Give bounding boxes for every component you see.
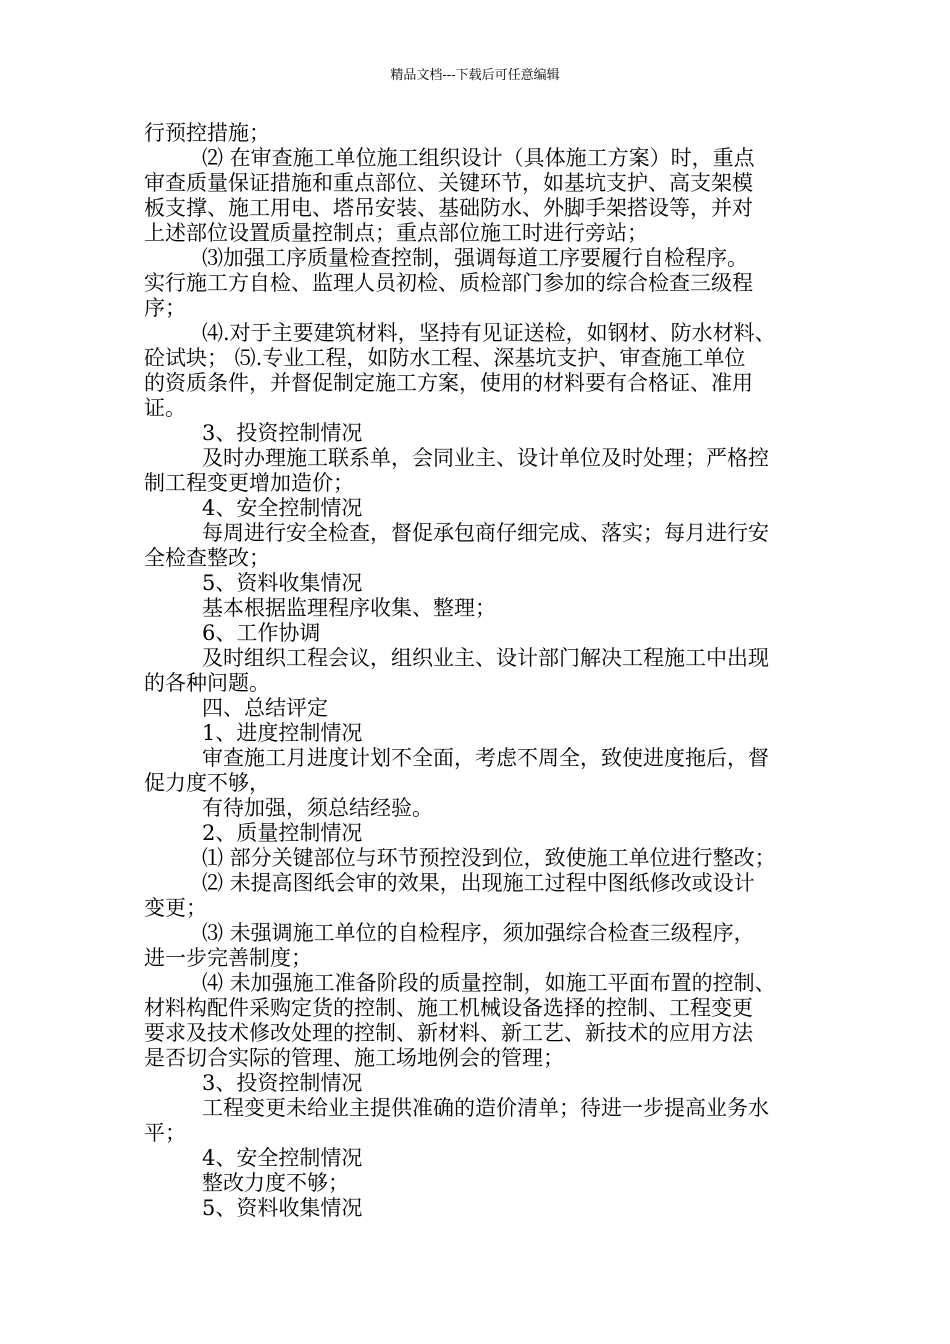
text-line: 及时组织工程会议，组织业主、设计部门解决工程施工中出现 (202, 646, 769, 670)
text-line: 板支撑、施工用电、塔吊安装、基础防水、外脚手架搭设等，并对 (144, 196, 753, 220)
text-line: 基本根据监理程序收集、整理； (202, 596, 496, 620)
text-line: ⑵ 在审查施工单位施工组织设计（具体施工方案）时，重点 (202, 146, 755, 170)
text-line: 2、质量控制情况 (202, 821, 363, 845)
text-line: 的各种问题。 (144, 671, 270, 695)
text-line: 材料构配件采购定货的控制、施工机械设备选择的控制、工程变更 (144, 996, 753, 1020)
text-line: 要求及技术修改处理的控制、新材料、新工艺、新技术的应用方法 (144, 1021, 753, 1045)
text-line: 是否切合实际的管理、施工场地例会的管理； (144, 1046, 564, 1070)
text-line: 4、安全控制情况 (202, 1146, 363, 1170)
text-line: ⑶ 未强调施工单位的自检程序，须加强综合检查三级程序， (202, 921, 755, 945)
text-line: 促力度不够， (144, 771, 270, 795)
text-line: 审查质量保证措施和重点部位、关键环节，如基坑支护、高支架模 (144, 171, 753, 195)
text-line: 及时办理施工联系单，会同业主、设计单位及时处理；严格控 (202, 446, 769, 470)
text-line: ⑵ 未提高图纸会审的效果，出现施工过程中图纸修改或设计 (202, 871, 755, 895)
text-line: ⑷ 未加强施工准备阶段的质量控制，如施工平面布置的控制、 (202, 971, 776, 995)
text-line: 5、资料收集情况 (202, 571, 363, 595)
document-body (144, 121, 814, 1221)
text-line: 3、投资控制情况 (202, 1071, 363, 1095)
page-header: 精品文档---下载后可任意编辑 (390, 68, 560, 83)
text-line: 四、总结评定 (202, 696, 328, 720)
text-line: 实行施工方自检、监理人员初检、质检部门参加的综合检查三级程 (144, 271, 753, 295)
text-line: 砼试块； ⑸.专业工程，如防水工程、深基坑支护、审查施工单位 (144, 346, 746, 370)
text-line: 序； (144, 296, 186, 320)
text-line: 平； (144, 1121, 186, 1145)
text-line: 整改力度不够； (202, 1171, 349, 1195)
text-line: 每周进行安全检查，督促承包商仔细完成、落实；每月进行安 (202, 521, 769, 545)
text-line: 5、资料收集情况 (202, 1196, 363, 1220)
text-line: 6、工作协调 (202, 621, 321, 645)
text-line: 证。 (144, 396, 186, 420)
text-line: 进一步完善制度； (144, 946, 312, 970)
text-line: ⑴ 部分关键部位与环节预控没到位，致使施工单位进行整改； (202, 846, 776, 870)
text-line: 1、进度控制情况 (202, 721, 363, 745)
text-line: 的资质条件，并督促制定施工方案，使用的材料要有合格证、准用 (144, 371, 753, 395)
text-line: 3、投资控制情况 (202, 421, 363, 445)
text-line: 行预控措施； (144, 121, 270, 145)
text-line: 全检查整改； (144, 546, 270, 570)
text-line: 4、安全控制情况 (202, 496, 363, 520)
text-line: ⑷.对于主要建筑材料，坚持有见证送检，如钢材、防水材料、 (202, 321, 776, 345)
text-line: 变更； (144, 896, 207, 920)
text-line: 工程变更未给业主提供准确的造价清单；待进一步提高业务水 (202, 1096, 769, 1120)
text-line: 上述部位设置质量控制点；重点部位施工时进行旁站； (144, 221, 648, 245)
text-line: 审查施工月进度计划不全面，考虑不周全，致使进度拖后，督 (202, 746, 769, 770)
text-line: ⑶加强工序质量检查控制，强调每道工序要履行自检程序。 (202, 246, 748, 270)
text-line: 有待加强，须总结经验。 (202, 796, 433, 820)
text-line: 制工程变更增加造价； (144, 471, 354, 495)
